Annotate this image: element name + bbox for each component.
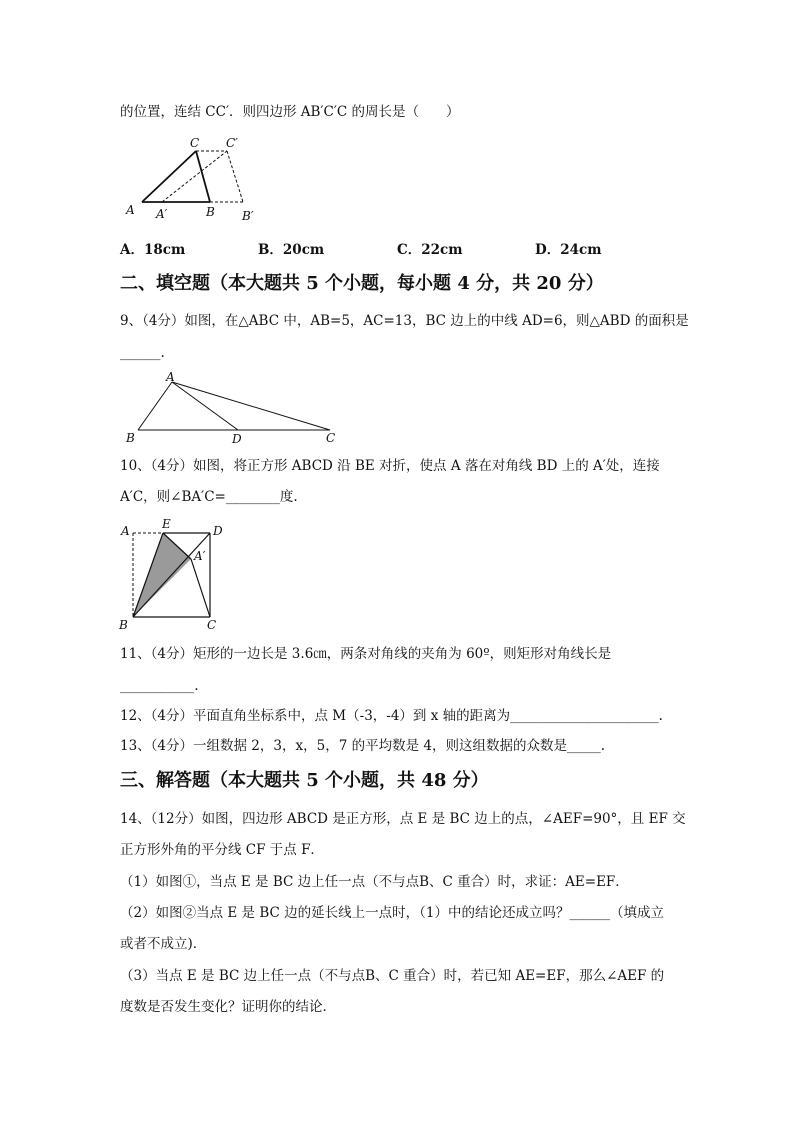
q11-text: 11、（4分）矩形的一边长是 3.6㎝，两条对角线的夹角为 60º，则矩形对角线长是 bbox=[120, 646, 612, 662]
q8-label-a1: A′ bbox=[156, 207, 168, 221]
q14-part-3-line-1: （3）当点 E 是 BC 边上任一点（不与点B、C 重合）时，若已知 AE=EF，那么∠AEF 的 bbox=[120, 968, 665, 984]
q9-blank: ______. bbox=[120, 345, 165, 361]
q14-text-line-2: 正方形外角的平分线 CF 于点 F． bbox=[120, 842, 324, 858]
q10-label-e: E bbox=[162, 517, 171, 531]
q8-option-a: A．18cm bbox=[120, 242, 186, 258]
q10-label-a: A bbox=[121, 524, 130, 538]
q8-label-b1: B′ bbox=[242, 209, 254, 223]
section-3-title: 三、解答题（本大题共 5 个小题，共 48 分） bbox=[120, 770, 489, 791]
q14-part-3-line-2: 度数是否发生变化？证明你的结论． bbox=[120, 999, 336, 1015]
q8-option-b: B．20cm bbox=[258, 242, 325, 258]
q10-figure bbox=[116, 515, 234, 633]
q12-text: 12、（4分）平面直角坐标系中，点 M（-3，-4）到 x 轴的距离为______________________. bbox=[120, 708, 663, 724]
q9-label-a: A bbox=[166, 370, 175, 384]
q8-label-a: A bbox=[126, 203, 135, 217]
q10-label-c: C bbox=[207, 618, 217, 632]
q13-text: 13、（4分）一组数据 2，3，x，5，7 的平均数是 4，则这组数据的众数是_____. bbox=[120, 738, 605, 754]
q9-label-d: D bbox=[232, 432, 242, 446]
q8-label-c1: C′ bbox=[226, 136, 238, 150]
q10-label-d: D bbox=[213, 524, 223, 538]
q8-text: 的位置，连结 CC′．则四边形 AB′C′C 的周长是（ ） bbox=[120, 104, 460, 120]
q10-label-b: B bbox=[119, 618, 128, 632]
q10-label-a1: A′ bbox=[194, 549, 206, 563]
section-2-title: 二、填空题（本大题共 5 个小题，每小题 4 分，共 20 分） bbox=[120, 273, 604, 294]
q14-text-line-1: 14、（12分）如图，四边形 ABCD 是正方形，点 E 是 BC 边上的点，∠AEF=90°，且 EF 交 bbox=[120, 811, 686, 827]
q8-option-c: C．22cm bbox=[397, 242, 463, 258]
q14-part-2-line-1: （2）如图②当点 E 是 BC 边的延长线上一点时，（1）中的结论还成立吗？______（填成立 bbox=[120, 905, 664, 921]
q9-text: 9、（4分）如图，在△ABC 中，AB=5，AC=13，BC 边上的中线 AD=6，则△ABD 的面积是 bbox=[120, 313, 689, 329]
q9-label-c: C bbox=[326, 431, 336, 445]
q10-text: 10、（4分）如图，将正方形 ABCD 沿 BE 对折，使点 A 落在对角线 BD 上的 A′处，连接 bbox=[120, 458, 660, 474]
q14-part-2-line-2: 或者不成立)． bbox=[120, 936, 207, 952]
q10-answer-line: A′C，则∠BA′C=________度. bbox=[120, 489, 298, 505]
q8-label-b: B bbox=[206, 205, 215, 219]
q8-label-c: C bbox=[190, 136, 200, 150]
q14-part-1: （1）如图①，当点 E 是 BC 边上任一点（不与点B、C 重合）时，求证：AE=EF． bbox=[120, 874, 629, 890]
q8-figure bbox=[120, 132, 270, 227]
q11-blank: ___________. bbox=[120, 678, 199, 694]
q9-figure bbox=[120, 370, 350, 446]
q8-option-d: D．24cm bbox=[535, 242, 602, 258]
q9-label-b: B bbox=[126, 431, 135, 445]
